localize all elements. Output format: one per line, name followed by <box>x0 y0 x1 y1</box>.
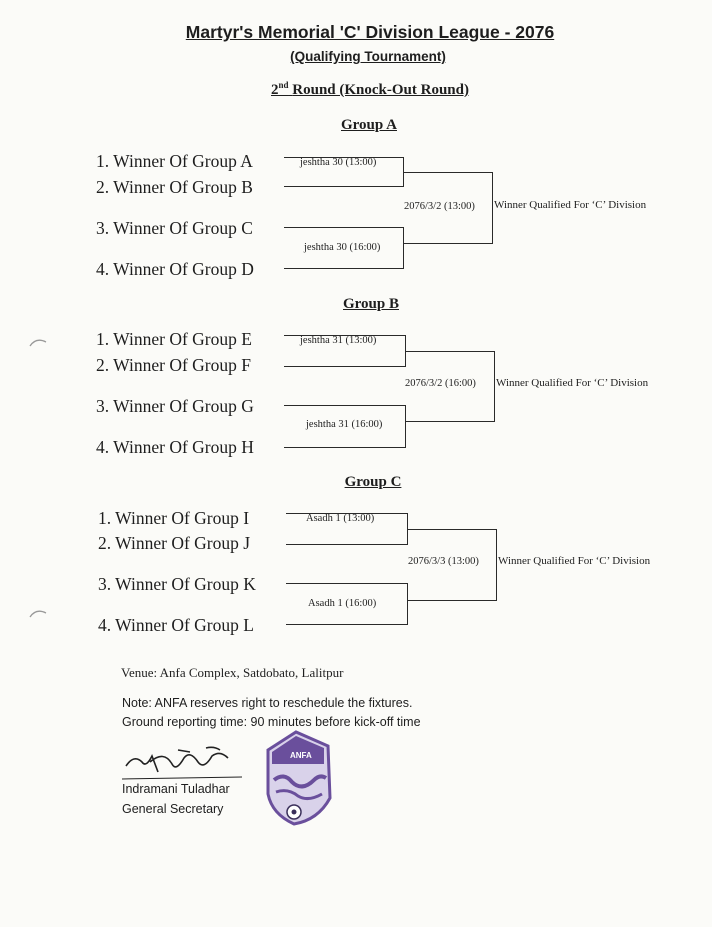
group-c-heading: Group C <box>344 474 402 490</box>
note-reschedule: Note: ANFA reserves right to reschedule the fixtures. <box>122 696 413 710</box>
group-a-final: 2076/3/2 (13:00) <box>404 201 475 212</box>
venue-text: Venue: Anfa Complex, Satdobato, Lalitpur <box>121 665 344 680</box>
round-suffix: Round (Knock-Out Round) <box>292 82 469 98</box>
group-a-team-4: 4. Winner Of Group D <box>96 259 254 279</box>
signature-icon <box>120 744 245 784</box>
group-a-team-1: 1. Winner Of Group A <box>96 151 253 171</box>
round-suffix-sup: nd <box>278 80 289 90</box>
group-c-final: 2076/3/3 (13:00) <box>408 556 479 567</box>
group-c-team-2: 2. Winner Of Group J <box>98 533 251 553</box>
group-b-team-4: 4. Winner Of Group H <box>96 437 254 457</box>
group-b-match-2: jeshtha 31 (16:00) <box>306 419 383 430</box>
group-a-result: Winner Qualified For ‘C’ Division <box>494 199 647 211</box>
group-b-result: Winner Qualified For ‘C’ Division <box>496 377 649 389</box>
group-a-match-2: jeshtha 30 (16:00) <box>304 242 381 253</box>
group-c-team-1: 1. Winner Of Group I <box>98 508 250 528</box>
group-b-team-2: 2. Winner Of Group F <box>96 355 251 375</box>
group-b-final: 2076/3/2 (16:00) <box>405 378 476 389</box>
group-a-match-1: jeshtha 30 (13:00) <box>300 157 377 168</box>
anfa-logo-icon <box>262 728 334 828</box>
group-c-result: Winner Qualified For ‘C’ Division <box>498 555 651 567</box>
round-title <box>0 80 712 99</box>
group-b-team-3: 3. Winner Of Group G <box>96 396 254 416</box>
signatory-title: General Secretary <box>122 802 224 816</box>
group-a-team-2: 2. Winner Of Group B <box>96 177 253 197</box>
group-c-match-2: Asadh 1 (16:00) <box>308 598 377 609</box>
group-b-heading: Group B <box>343 296 399 312</box>
group-a-heading: Group A <box>341 117 397 133</box>
round-prefix: 2 <box>271 82 279 98</box>
group-c-team-3: 3. Winner Of Group K <box>98 574 256 594</box>
group-c-team-4: 4. Winner Of Group L <box>98 615 254 635</box>
signatory-name: Indramani Tuladhar <box>122 782 230 796</box>
group-c-match-1: Asadh 1 (13:00) <box>306 513 375 524</box>
document-subtitle: (Qualifying Tournament) <box>290 49 446 64</box>
logo-text: ANFA <box>290 751 312 760</box>
punch-mark <box>28 607 48 619</box>
note-reporting-time: Ground reporting time: 90 minutes before kick-off time <box>122 715 421 729</box>
group-b-team-1: 1. Winner Of Group E <box>96 329 252 349</box>
group-b-match-1: jeshtha 31 (13:00) <box>300 335 377 346</box>
document-title: Martyr's Memorial 'C' Division League - 2076 <box>185 22 555 42</box>
punch-mark <box>28 336 48 348</box>
group-a-team-3: 3. Winner Of Group C <box>96 218 253 238</box>
